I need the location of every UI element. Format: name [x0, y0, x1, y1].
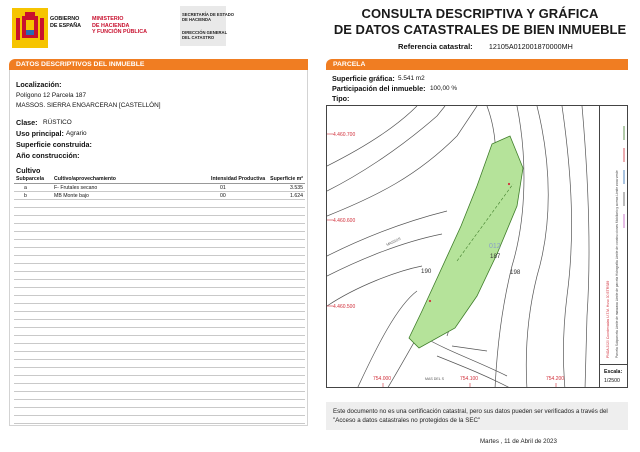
scale-value: 1/2500 [604, 378, 620, 384]
x-label: 754.200 [546, 376, 565, 382]
parcel-number-012: 012 [489, 243, 501, 250]
empty-table-row [14, 328, 305, 336]
empty-table-row [14, 336, 305, 344]
empty-table-row [14, 264, 305, 272]
localizacion-line-2: MASSOS. SIERRA ENGARCERAN [CASTELLÓN] [16, 102, 161, 109]
empty-table-row [14, 256, 305, 264]
map-drawing [327, 106, 599, 388]
table-row [14, 184, 305, 192]
cell-superficie: 3.535 [290, 185, 303, 191]
empty-table-row [14, 240, 305, 248]
secretaria-line-1: SECRETARÍA DE ESTADO [182, 12, 235, 17]
bottom-label: MAS DEL S [425, 377, 445, 381]
localizacion-line-1: Polígono 12 Parcela 187 [16, 92, 86, 99]
empty-table-row [14, 312, 305, 320]
direccion-line-1: DIRECCIÓN GENERAL [182, 30, 228, 35]
empty-table-row [14, 400, 305, 408]
descriptive-panel [9, 70, 308, 426]
empty-table-row [14, 280, 305, 288]
boundary-line [582, 106, 589, 388]
boundary-line [327, 106, 477, 216]
disclaimer-note: Este documento no es una certificación catastral, pero sus datos pueden ser verificados a través del "Acceso a datos catastrales no protegidos de la SEC" [326, 402, 628, 430]
section-bar-parcela: PARCELA [326, 59, 628, 70]
direccion-label [182, 30, 227, 40]
y-label: 4.460.600 [333, 218, 356, 224]
sup-grafica-value: 5.541 m2 [398, 75, 425, 82]
header [0, 0, 640, 54]
empty-table-row [14, 232, 305, 240]
participacion-label: Participación del inmueble: [332, 84, 426, 93]
empty-table-row [14, 352, 305, 360]
ministry-line-2: DE HACIENDA [92, 22, 130, 29]
tipo-label: Tipo: [332, 94, 350, 103]
parcel-shape [409, 136, 523, 348]
ministry-line-3: Y FUNCIÓN PÚBLICA [92, 29, 148, 36]
table-header-row [14, 175, 305, 184]
cell-superficie: 1.624 [290, 193, 303, 199]
empty-table-row [14, 368, 305, 376]
secretaria-label [182, 12, 234, 22]
boundary-line [422, 336, 507, 376]
clase-value: RÚSTICO [43, 119, 72, 126]
ministry-label [92, 16, 160, 44]
table-header-intensidad: Intensidad Productiva [211, 176, 266, 182]
uso-value: Agrario [66, 130, 87, 137]
cell-subparcela: b [24, 193, 27, 199]
participacion-value: 100,00 % [430, 85, 458, 92]
secretaria-line-2: DE HACIENDA [182, 17, 212, 23]
empty-table-row [14, 288, 305, 296]
reference-row [398, 42, 573, 51]
parcela-info [326, 70, 628, 102]
map-legend [599, 106, 628, 364]
document-date: Martes , 11 de Abril de 2023 [480, 438, 557, 445]
empty-table-row [14, 304, 305, 312]
cultivo-label: Cultivo [16, 166, 41, 175]
subparcela-marker-b [429, 300, 431, 302]
empty-table-row [14, 416, 305, 424]
clase-label: Clase: [16, 118, 38, 127]
cell-cultivo: MB Monte bajo [54, 193, 89, 199]
cell-intensidad: 01 [220, 185, 226, 191]
empty-table-row [14, 224, 305, 232]
y-label: 4.460.700 [333, 132, 356, 138]
road-label: MASSOS [385, 236, 402, 247]
empty-table-row [14, 272, 305, 280]
anio-construccion-label: Año construcción: [16, 151, 80, 160]
legend-red-text: PNOA 2020 Coordenadas U.T.M. Huso 30 ETRS89 [606, 280, 610, 358]
boundary-line [562, 106, 572, 388]
section-bar-descriptive: DATOS DESCRIPTIVOS DEL INMUEBLE [9, 59, 308, 70]
cell-intensidad: 00 [220, 193, 226, 199]
x-label: 754.100 [460, 376, 479, 382]
cell-subparcela: a [24, 185, 27, 191]
empty-table-row [14, 296, 305, 304]
y-label: 4.460.500 [333, 304, 356, 310]
boundary-line [526, 106, 548, 388]
cultivo-table-body [14, 175, 305, 424]
empty-table-row [14, 320, 305, 328]
reference-value: 12105A012001870000MH [488, 42, 573, 51]
uso-label: Uso principal: [16, 129, 64, 138]
direccion-line-2: DEL CATASTRO [182, 35, 215, 41]
empty-table-row [14, 408, 305, 416]
cell-cultivo: F- Frutales secano [54, 185, 98, 191]
empty-table-row [14, 208, 305, 216]
empty-table-row [14, 392, 305, 400]
empty-table-row [14, 216, 305, 224]
legend-drawing [600, 106, 628, 364]
gov-line-2: DE ESPAÑA [50, 22, 82, 29]
x-label: 754.000 [373, 376, 392, 382]
coat-of-arms-icon [12, 8, 48, 48]
empty-table-row [14, 376, 305, 384]
page-title-line-2: DE DATOS CATASTRALES DE BIEN INMUEBLE [333, 22, 627, 37]
scale-label: Escala: [604, 369, 623, 375]
boundary-line [357, 291, 417, 388]
cultivo-table [14, 175, 305, 424]
map-scale [599, 364, 628, 388]
page-title-line-1: CONSULTA DESCRIPTIVA Y GRÁFICA [361, 6, 599, 21]
subparcela-marker-a [508, 183, 510, 185]
boundary-line [327, 106, 445, 191]
table-row [14, 192, 305, 200]
empty-table-row [14, 200, 305, 208]
table-header-subparcela: Subparcela [16, 176, 44, 182]
empty-table-row [14, 384, 305, 392]
table-header-cultivo: Cultivo/aprovechamiento [54, 176, 116, 182]
empty-table-row [14, 344, 305, 352]
reference-label: Referencia catastral: [398, 42, 473, 51]
empty-table-row [14, 248, 305, 256]
government-label [50, 16, 81, 29]
table-header-superficie: Superficie m² [270, 176, 303, 182]
gov-line-1: GOBIERNO [50, 16, 80, 22]
legend-text: Parcela Subparcela Límite de manzana Límite de parcela Hidrografía Límite de construcciones Mobiliario y aceras Límite zona verde [615, 170, 619, 358]
parcel-number-190: 190 [421, 268, 432, 275]
parcel-number-187: 187 [490, 253, 501, 260]
localizacion-label: Localización: [16, 80, 62, 89]
superficie-construida-label: Superficie construida: [16, 140, 92, 149]
cadastral-map[interactable] [326, 105, 628, 388]
ministry-line-1: MINISTERIO [92, 16, 124, 22]
empty-table-row [14, 360, 305, 368]
empty-rows [14, 200, 305, 424]
sup-grafica-label: Superficie gráfica: [332, 74, 395, 83]
parcel-number-198: 198 [510, 269, 521, 276]
boundary-line [452, 346, 487, 351]
